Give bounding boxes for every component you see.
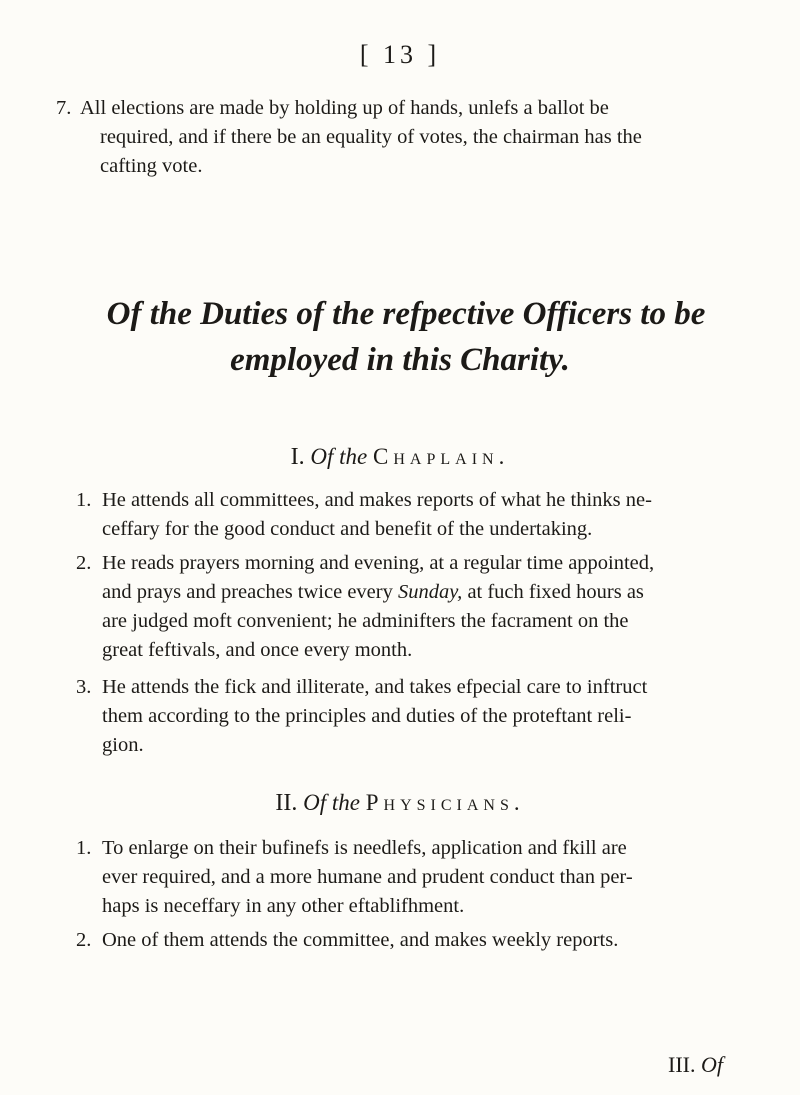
chaplain-item-3 [76,673,762,760]
item-number: 2. [76,552,92,574]
physicians-item-1 [76,834,762,921]
catchword [668,1052,723,1078]
item-number: 3. [76,676,92,698]
text-line: them according to the principles and duties of the proteftant reli- [102,705,632,727]
text-line: gion. [102,734,144,756]
section-title: Physicians. [365,790,525,815]
catchword-of: Of [700,1052,723,1077]
heading-line-2: employed in this Charity. [230,342,570,378]
text-line: He reads prayers morning and evening, at a regular time appointed, [102,552,655,574]
paragraph-7 [56,94,760,181]
section-heading-chaplain [0,444,800,471]
section-roman: II. [275,790,298,816]
physicians-item-2 [76,926,762,955]
section-of: Of the [303,790,360,815]
text-line: He attends all committees, and makes reports of what he thinks ne- [102,489,652,511]
text-line: All elections are made by holding up of hands, unlefs a ballot be [80,97,609,119]
text-line: haps is neceffary in any other eftablifhment. [102,895,465,917]
text-span: at fuch fixed hours as [467,581,644,603]
page-number: [ 13 ] [359,40,441,69]
text-line: He attends the fick and illiterate, and takes efpecial care to inftruct [102,676,648,698]
text-line: One of them attends the committee, and makes weekly reports. [102,929,619,951]
section-roman: I. [290,444,305,470]
item-number: 1. [76,489,92,511]
section-title: Chaplain. [373,444,510,469]
text-line: cafting vote. [100,155,203,177]
chapter-heading [0,292,800,382]
item-number: 7. [56,97,72,119]
item-number: 2. [76,929,92,951]
section-heading-physicians [0,790,800,817]
section-of: Of the [310,444,368,469]
heading-line-1: Of the Duties of the refpective Officers to be [106,296,706,332]
text-line: required, and if there be an equality of votes, the chairman has the [100,126,642,148]
text-span-italic: Sunday, [397,581,463,603]
text-line: ceffary for the good conduct and benefit of the undertaking. [102,518,593,540]
chaplain-item-2 [76,549,762,665]
item-number: 1. [76,837,92,859]
text-line: are judged moft convenient; he adminifters the facrament on the [102,610,629,632]
text-line: To enlarge on their bufinefs is needlefs, application and fkill are [102,837,627,859]
text-line [102,578,762,607]
text-line: ever required, and a more humane and prudent conduct than per- [102,866,633,888]
text-span: and prays and preaches twice every [102,581,393,603]
chaplain-item-1 [76,486,762,544]
text-line: great feftivals, and once every month. [102,639,413,661]
catchword-roman: III. [668,1052,696,1077]
